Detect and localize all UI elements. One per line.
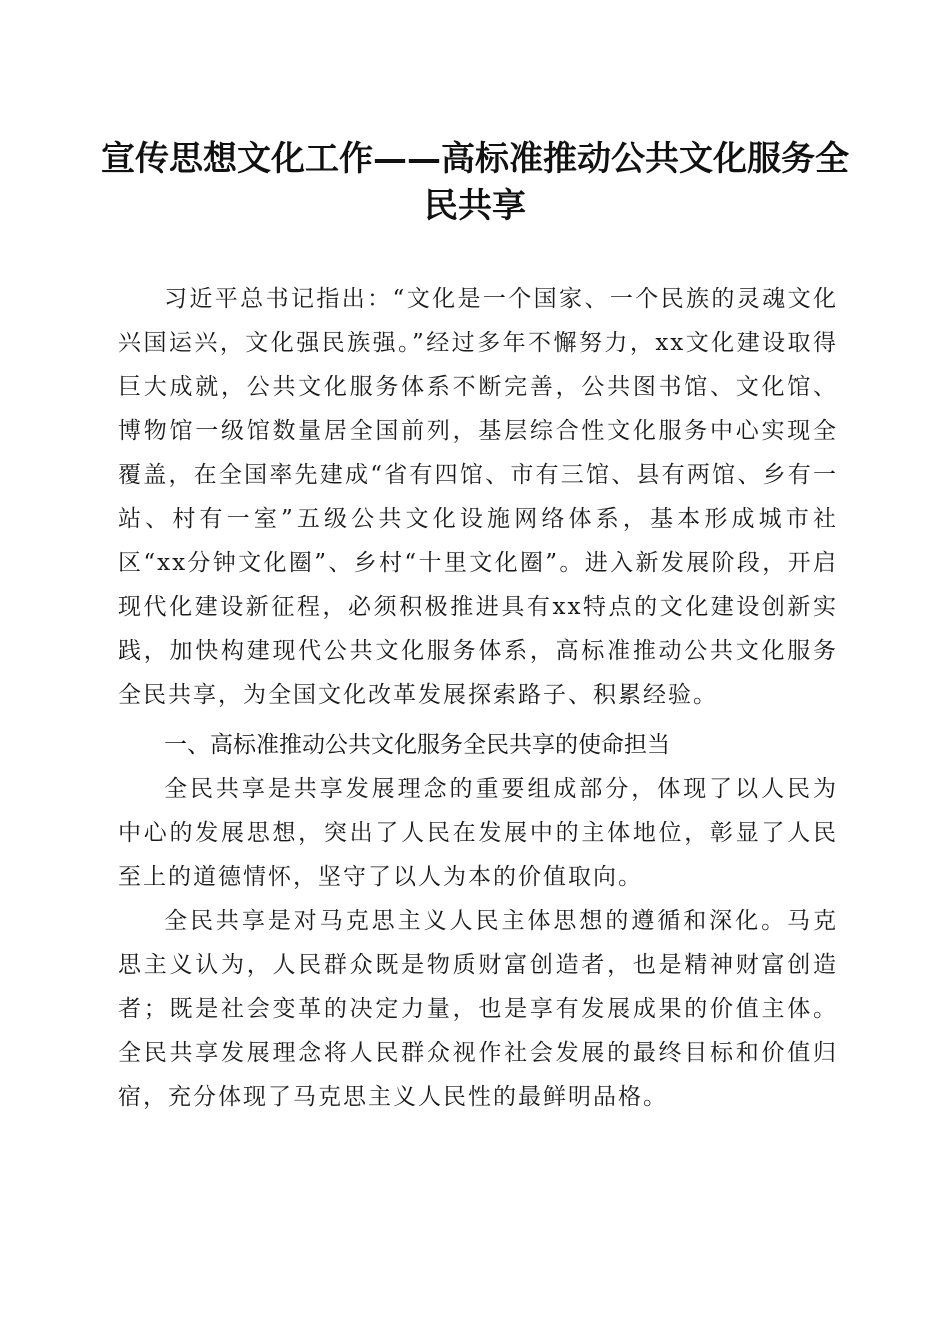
intro-paragraph: 习近平总书记指出：“文化是一个国家、一个民族的灵魂文化兴国运兴，文化强民族强。”经过多年不懈努力，xx文化建设取得巨大成就，公共文化服务体系不断完善，公共图书馆、文化馆、博物馆一级馆数量居全国前列，基层综合性文化服务中心实现全覆盖，在全国率先建成“省有四馆、市有三馆、县有两馆、乡有一站、村有一室”五级公共文化设施网络体系，基本形成城市社区“xx分钟文化圈”、乡村“十里文化圈”。进入新发展阶段，开启现代化建设新征程，必须积极推进具有xx特点的文化建设创新实践，加快构建现代公共文化服务体系，高标准推动公共文化服务全民共享，为全国文化改革发展探索路子、积累经验。 [118, 286, 838, 708]
section-heading: 一、高标准推动公共文化服务全民共享的使命担当 [164, 732, 670, 758]
section-paragraph-1: 全民共享是共享发展理念的重要组成部分，体现了以人民为中心的发展思想，突出了人民在发展中的主体地位，彰显了人民至上的道德情怀，坚守了以人为本的价值取向。 [118, 776, 838, 890]
document-title: 宣传思想文化工作——高标准推动公共文化服务全民共享 [101, 139, 849, 226]
document-body [118, 277, 838, 1119]
section-paragraph-2: 全民共享是对马克思主义人民主体思想的遵循和深化。马克思主义认为，人民群众既是物质财富创造者，也是精神财富创造者；既是社会变革的决定力量，也是享有发展成果的价值主体。全民共享发展理念将人民群众视作社会发展的最终目标和价值归宿，充分体现了马克思主义人民性的最鲜明品格。 [118, 908, 838, 1110]
